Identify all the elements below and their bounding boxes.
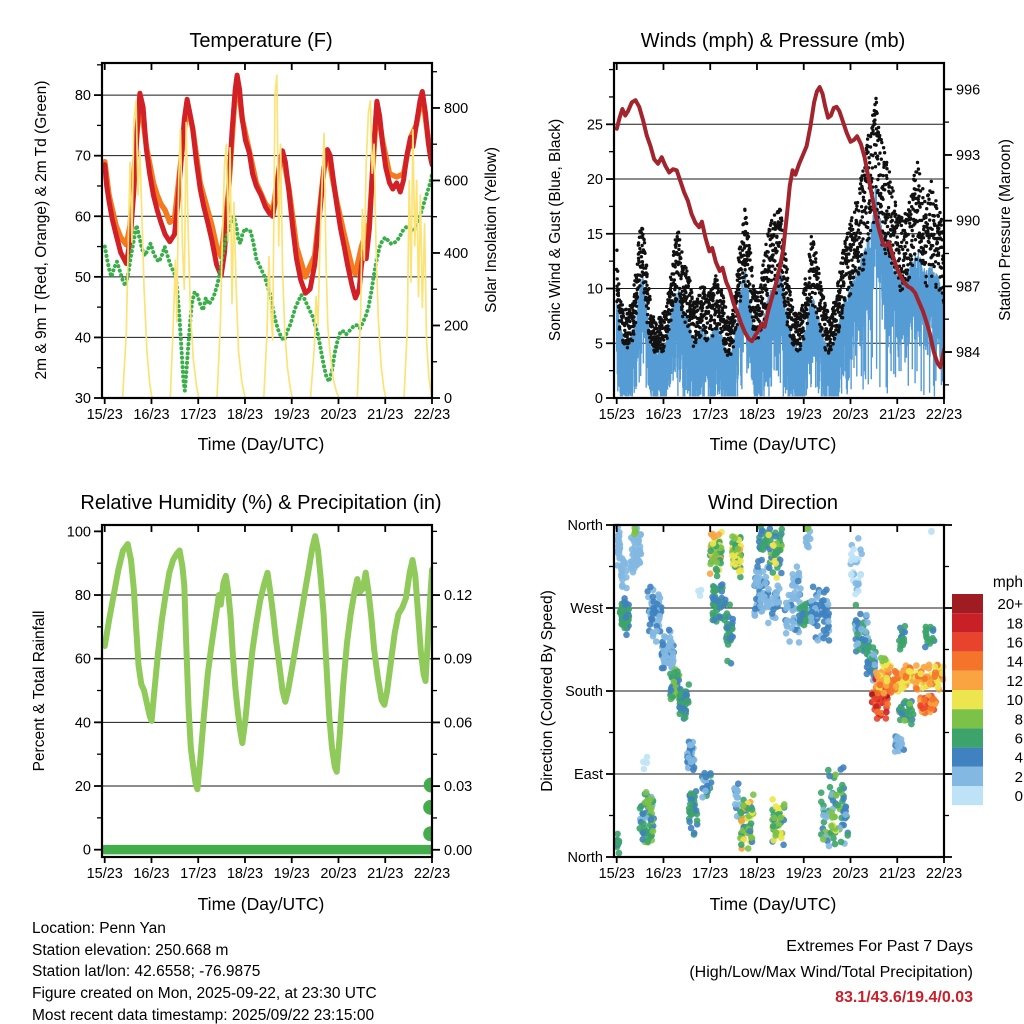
svg-text:15/23: 15/23 xyxy=(598,407,635,423)
svg-text:996: 996 xyxy=(956,82,981,99)
svg-text:15/23: 15/23 xyxy=(86,866,123,882)
svg-text:984: 984 xyxy=(956,345,981,362)
svg-text:4: 4 xyxy=(1014,749,1023,767)
svg-text:14: 14 xyxy=(1006,653,1023,671)
svg-text:200: 200 xyxy=(444,318,469,335)
svg-text:20/23: 20/23 xyxy=(832,407,869,423)
svg-text:16: 16 xyxy=(1006,634,1023,652)
svg-text:15/23: 15/23 xyxy=(598,866,635,882)
svg-text:20+: 20+ xyxy=(997,596,1023,614)
svg-text:50: 50 xyxy=(74,269,91,286)
left-axis-label: 2m & 9m T (Red, Orange) & 2m Td (Green) xyxy=(33,80,50,380)
chart-winds-pressure xyxy=(512,0,1024,460)
svg-text:21/23: 21/23 xyxy=(367,866,404,882)
right-axis-label: Station Pressure (Maroon) xyxy=(997,139,1014,321)
svg-text:16/23: 16/23 xyxy=(133,866,170,882)
speed-legend xyxy=(952,574,1023,805)
svg-text:30: 30 xyxy=(74,391,91,407)
station-latlon: Station lat/lon: 42.6558; -76.9875 xyxy=(32,963,261,981)
svg-text:0: 0 xyxy=(1014,788,1023,806)
chart-wind-direction xyxy=(512,460,1024,920)
svg-text:South: South xyxy=(565,684,603,700)
winds-pressure-plot xyxy=(512,0,1024,460)
station-info xyxy=(32,918,377,1024)
svg-text:5: 5 xyxy=(594,336,603,353)
svg-text:800: 800 xyxy=(444,100,469,117)
svg-text:19/23: 19/23 xyxy=(785,866,822,882)
extremes-title: Extremes For Past 7 Days xyxy=(786,938,973,955)
svg-text:18/23: 18/23 xyxy=(226,407,264,423)
svg-text:0.06: 0.06 xyxy=(444,715,473,732)
svg-text:20/23: 20/23 xyxy=(320,866,357,882)
x-axis-label: Time (Day/UTC) xyxy=(197,894,325,914)
svg-text:20: 20 xyxy=(586,172,603,189)
svg-text:993: 993 xyxy=(956,147,981,164)
svg-text:18/23: 18/23 xyxy=(738,866,776,882)
chart-title: Temperature (F) xyxy=(189,30,333,52)
svg-text:100: 100 xyxy=(66,524,91,541)
svg-text:West: West xyxy=(570,601,603,617)
humidity-precip-plot xyxy=(0,460,512,920)
figure-created-timestamp: Figure created on Mon, 2025-09-22, at 23:30 UTC xyxy=(32,985,377,1003)
svg-text:22/23: 22/23 xyxy=(413,866,451,882)
svg-text:17/23: 17/23 xyxy=(180,866,217,882)
svg-text:990: 990 xyxy=(956,213,981,230)
svg-text:16/23: 16/23 xyxy=(645,866,682,882)
temperature-plot xyxy=(0,0,512,460)
svg-text:21/23: 21/23 xyxy=(879,407,916,423)
svg-text:mph: mph xyxy=(992,574,1023,591)
svg-text:North: North xyxy=(567,518,603,534)
svg-text:17/23: 17/23 xyxy=(180,407,217,423)
x-axis-label: Time (Day/UTC) xyxy=(197,434,325,454)
left-axis-label: Percent & Total Rainfall xyxy=(31,610,48,772)
chart-title: Wind Direction xyxy=(707,492,839,514)
svg-text:400: 400 xyxy=(444,245,469,262)
svg-text:0.03: 0.03 xyxy=(444,779,473,796)
most-recent-data-timestamp: Most recent data timestamp: 2025/09/22 23:15:00 xyxy=(32,1006,375,1024)
svg-text:0.09: 0.09 xyxy=(444,651,473,668)
svg-text:North: North xyxy=(567,850,603,866)
svg-text:21/23: 21/23 xyxy=(367,407,404,423)
svg-text:22/23: 22/23 xyxy=(925,407,963,423)
left-axis-label: Sonic Wind & Gust (Blue, Black) xyxy=(547,118,564,342)
svg-text:17/23: 17/23 xyxy=(692,407,729,423)
x-axis-label: Time (Day/UTC) xyxy=(709,434,837,454)
svg-text:60: 60 xyxy=(74,209,91,226)
svg-text:2: 2 xyxy=(1014,768,1023,786)
svg-text:18: 18 xyxy=(1006,615,1023,633)
svg-text:0.12: 0.12 xyxy=(444,588,473,605)
svg-text:80: 80 xyxy=(74,88,91,105)
svg-text:20/23: 20/23 xyxy=(320,407,357,423)
svg-text:40: 40 xyxy=(74,715,91,732)
svg-text:19/23: 19/23 xyxy=(273,866,310,882)
svg-text:18/23: 18/23 xyxy=(738,407,776,423)
svg-text:987: 987 xyxy=(956,279,981,296)
svg-text:70: 70 xyxy=(74,148,91,165)
svg-text:0: 0 xyxy=(594,391,603,407)
extremes-summary xyxy=(689,934,973,1011)
svg-text:17/23: 17/23 xyxy=(692,866,729,882)
svg-text:22/23: 22/23 xyxy=(925,866,963,882)
svg-text:0: 0 xyxy=(444,391,453,407)
svg-text:10: 10 xyxy=(586,281,603,298)
chart-temperature xyxy=(0,0,512,460)
svg-text:12: 12 xyxy=(1006,672,1023,690)
svg-text:15/23: 15/23 xyxy=(86,407,123,423)
station-elevation: Station elevation: 250.668 m xyxy=(32,941,229,959)
svg-text:40: 40 xyxy=(74,330,91,347)
svg-text:21/23: 21/23 xyxy=(879,866,916,882)
svg-text:25: 25 xyxy=(586,117,603,134)
svg-text:22/23: 22/23 xyxy=(413,407,451,423)
extremes-subtitle: (High/Low/Max Wind/Total Precipitation) xyxy=(689,963,973,981)
right-axis-label: Solar Insolation (Yellow) xyxy=(483,147,500,313)
chart-title: Relative Humidity (%) & Precipitation (in) xyxy=(80,492,442,514)
svg-text:80: 80 xyxy=(74,588,91,605)
svg-text:10: 10 xyxy=(1006,692,1023,710)
svg-text:0.00: 0.00 xyxy=(444,842,473,859)
chart-title: Winds (mph) & Pressure (mb) xyxy=(640,30,906,52)
svg-text:19/23: 19/23 xyxy=(785,407,822,423)
svg-text:0: 0 xyxy=(82,842,91,859)
svg-text:16/23: 16/23 xyxy=(133,407,170,423)
svg-text:6: 6 xyxy=(1014,730,1023,748)
svg-text:20/23: 20/23 xyxy=(832,866,869,882)
svg-text:20: 20 xyxy=(74,779,91,796)
svg-text:19/23: 19/23 xyxy=(273,407,310,423)
left-axis-label: Direction (Colored By Speed) xyxy=(539,590,556,792)
svg-text:15: 15 xyxy=(586,226,603,243)
svg-text:60: 60 xyxy=(74,651,91,668)
x-axis-label: Time (Day/UTC) xyxy=(709,894,837,914)
svg-text:16/23: 16/23 xyxy=(645,407,682,423)
chart-humidity-precip xyxy=(0,460,512,920)
svg-text:East: East xyxy=(573,767,603,783)
svg-text:18/23: 18/23 xyxy=(226,866,264,882)
svg-text:8: 8 xyxy=(1014,711,1023,729)
extremes-values: 83.1/43.6/19.4/0.03 xyxy=(835,989,973,1006)
wind-direction-plot xyxy=(512,460,1024,920)
station-location: Location: Penn Yan xyxy=(32,920,166,937)
svg-text:600: 600 xyxy=(444,173,469,190)
